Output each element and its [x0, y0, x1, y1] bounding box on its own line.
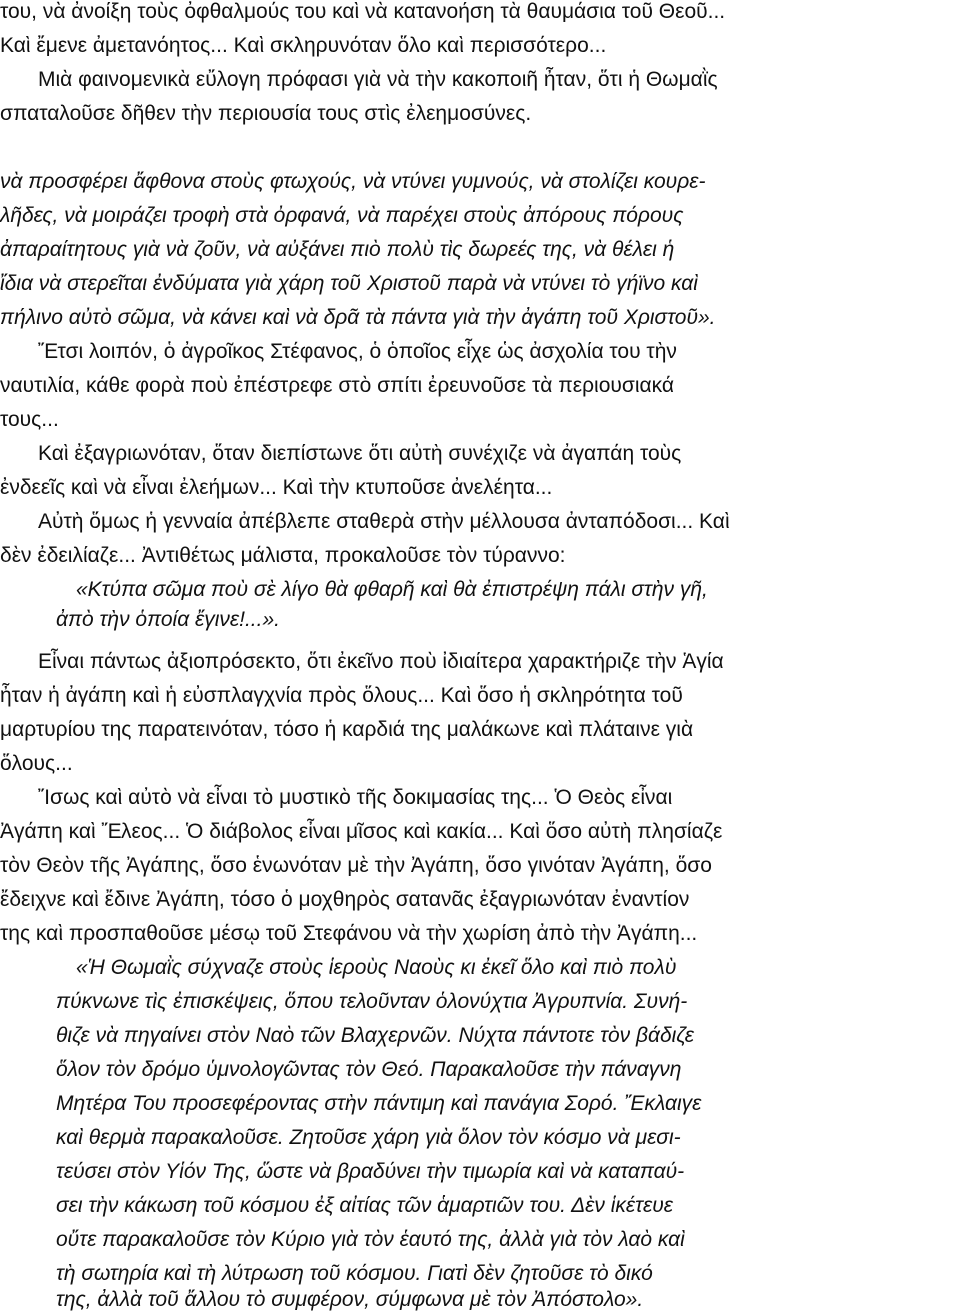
text-line: ἐνδεεῖς καὶ νὰ εἶναι ἐλεήμων... Καὶ τὴν κτυποῦσε ἀνελέητα...	[0, 476, 553, 499]
quote-line: ἀπαραίτητους γιὰ νὰ ζοῦν, νὰ αὐξάνει πιὸ πολὺ τὶς δωρεές της, νὰ θέλει ἡ	[0, 238, 675, 261]
text-line: ὅλους...	[0, 752, 73, 775]
quote-line: καὶ θερμὰ παρακαλοῦσε. Ζητοῦσε χάρη γιὰ ὅλον τὸν κόσμο νὰ μεσι-	[56, 1126, 681, 1149]
quote-line: «Κτύπα σῶμα ποὺ σὲ λίγο θὰ φθαρῆ καὶ θὰ ἐπιστρέψη πάλι στὴν γῆ,	[76, 578, 708, 601]
quote-line: ἀπὸ τὴν ὁποία ἔγινε!...».	[56, 608, 280, 631]
text-line: μαρτυρίου της παρατεινόταν, τόσο ἡ καρδιά της μαλάκωνε καὶ πλάταινε γιὰ	[0, 718, 694, 741]
text-line: τὸν Θεὸν τῆς Ἀγάπης, ὅσο ἑνωνόταν μὲ τὴν Ἀγάπη, ὅσο γινόταν Ἀγάπη, ὅσο	[0, 854, 712, 877]
text-line: της καὶ προσπαθοῦσε μέσῳ τοῦ Στεφάνου νὰ τὴν χωρίση ἀπὸ τὴν Ἀγάπη...	[0, 922, 698, 945]
quote-line: ἴδια νὰ στερεῖται ἐνδύματα γιὰ χάρη τοῦ Χριστοῦ παρὰ νὰ ντύνει τὸ γήϊνο καὶ	[0, 272, 698, 295]
text-line: Ἀγάπη καὶ Ἔλεος... Ὁ διάβολος εἶναι μῖσος καὶ κακία... Καὶ ὅσο αὐτὴ πλησίαζε	[0, 820, 723, 843]
text-line: Καὶ ἐξαγριωνόταν, ὅταν διεπίστωνε ὅτι αὐτὴ συνέχιζε νὰ ἀγαπάη τοὺς	[38, 442, 682, 465]
quote-line: τεύσει στὸν Υἱόν Της, ὥστε νὰ βραδύνει τὴν τιμωρία καὶ νὰ καταπαύ-	[56, 1160, 685, 1183]
quote-line: λῆδες, νὰ μοιράζει τροφὴ στὰ ὀρφανά, νὰ παρέχει στοὺς ἀπόρους πόρους	[0, 204, 684, 227]
text-line: ναυτιλία, κάθε φορὰ ποὺ ἐπέστρεφε στὸ σπίτι ἐρευνοῦσε τὰ περιουσιακά	[0, 374, 675, 397]
text-line: ἦταν ἡ ἀγάπη καὶ ἡ εὐσπλαγχνία πρὸς ὅλους... Καὶ ὅσο ἡ σκληρότητα τοῦ	[0, 684, 683, 707]
quote-line: Μητέρα Του προσεφέροντας στὴν πάντιμη καὶ πανάγια Σορό. Ἔκλαιγε	[56, 1092, 702, 1115]
text-line: ἔδειχνε καὶ ἔδινε Ἀγάπη, τόσο ὁ μοχθηρὸς σατανᾶς ἐξαγριωνόταν ἐναντίον	[0, 888, 690, 911]
quote-line: νὰ προσφέρει ἄφθονα στοὺς φτωχούς, νὰ ντύνει γυμνούς, νὰ στολίζει κουρε-	[0, 170, 706, 193]
text-line: Αὐτὴ ὅμως ἡ γενναία ἀπέβλεπε σταθερὰ στὴν μέλλουσα ἀνταπόδοσι... Καὶ	[38, 510, 730, 533]
quote-line: θιζε νὰ πηγαίνει στὸν Ναὸ τῶν Βλαχερνῶν. Νύχτα πάντοτε τὸν βάδιζε	[56, 1024, 694, 1047]
quote-line: τὴ σωτηρία καὶ τὴ λύτρωση τοῦ κόσμου. Γιατὶ δὲν ζητοῦσε τὸ δικό	[56, 1262, 653, 1285]
quote-line: πήλινο αὐτὸ σῶμα, νὰ κάνει καὶ νὰ δρᾶ τὰ πάντα γιὰ τὴν ἀγάπη τοῦ Χριστοῦ».	[0, 306, 716, 329]
quote-line: οὔτε παρακαλοῦσε τὸν Κύριο γιὰ τὸν ἑαυτό της, ἀλλὰ γιὰ τὸν λαὸ καὶ	[56, 1228, 685, 1251]
text-line: Ἔτσι λοιπόν, ὁ ἀγροῖκος Στέφανος, ὁ ὁποῖος εἶχε ὡς ἀσχολία του τὴν	[38, 340, 677, 363]
quote-line: «Ἡ Θωμαῒς σύχναζε στοὺς ἱεροὺς Ναοὺς κι ἐκεῖ ὅλο καὶ πιὸ πολὺ	[76, 956, 677, 979]
quote-line: της, ἀλλὰ τοῦ ἄλλου τὸ συμφέρον, σύμφωνα μὲ τὸν Ἀπόστολο».	[56, 1288, 644, 1311]
text-line: Καὶ ἔμενε ἀμετανόητος... Καὶ σκληρυνόταν ὅλο καὶ περισσότερο...	[0, 34, 607, 57]
quote-line: ὅλον τὸν δρόμο ὑμνολογῶντας τὸν Θεό. Παρακαλοῦσε τὴν πάναγνη	[56, 1058, 682, 1081]
text-line: σπαταλοῦσε δῆθεν τὴν περιουσία τους στὶς ἐλεημοσύνες.	[0, 102, 532, 125]
text-line: τους...	[0, 408, 59, 431]
text-line: δὲν ἐδειλίαζε... Ἀντιθέτως μάλιστα, προκαλοῦσε τὸν τύραννο:	[0, 544, 566, 567]
text-line: Ἴσως καὶ αὐτὸ νὰ εἶναι τὸ μυστικὸ τῆς δοκιμασίας της... Ὁ Θεὸς εἶναι	[38, 786, 673, 809]
text-line: του, νὰ ἀνοίξη τοὺς ὀφθαλμούς του καὶ νὰ κατανοήση τὰ θαυμάσια τοῦ Θεοῦ...	[0, 0, 726, 23]
text-line: Μιὰ φαινομενικὰ εὔλογη πρόφασι γιὰ νὰ τὴν κακοποιῆ ἦταν, ὅτι ἡ Θωμαῒς	[38, 68, 718, 91]
text-line: Εἶναι πάντως ἀξιοπρόσεκτο, ὅτι ἐκεῖνο ποὺ ἰδιαίτερα χαρακτήριζε τὴν Ἁγία	[38, 650, 724, 673]
quote-line: σει τὴν κάκωση τοῦ κόσμου ἐξ αἰτίας τῶν ἁμαρτιῶν του. Δὲν ἱκέτευε	[56, 1194, 673, 1217]
quote-line: πύκνωνε τὶς ἐπισκέψεις, ὅπου τελοῦνταν ὁλονύχτια Ἀγρυπνία. Συνή-	[56, 990, 688, 1013]
